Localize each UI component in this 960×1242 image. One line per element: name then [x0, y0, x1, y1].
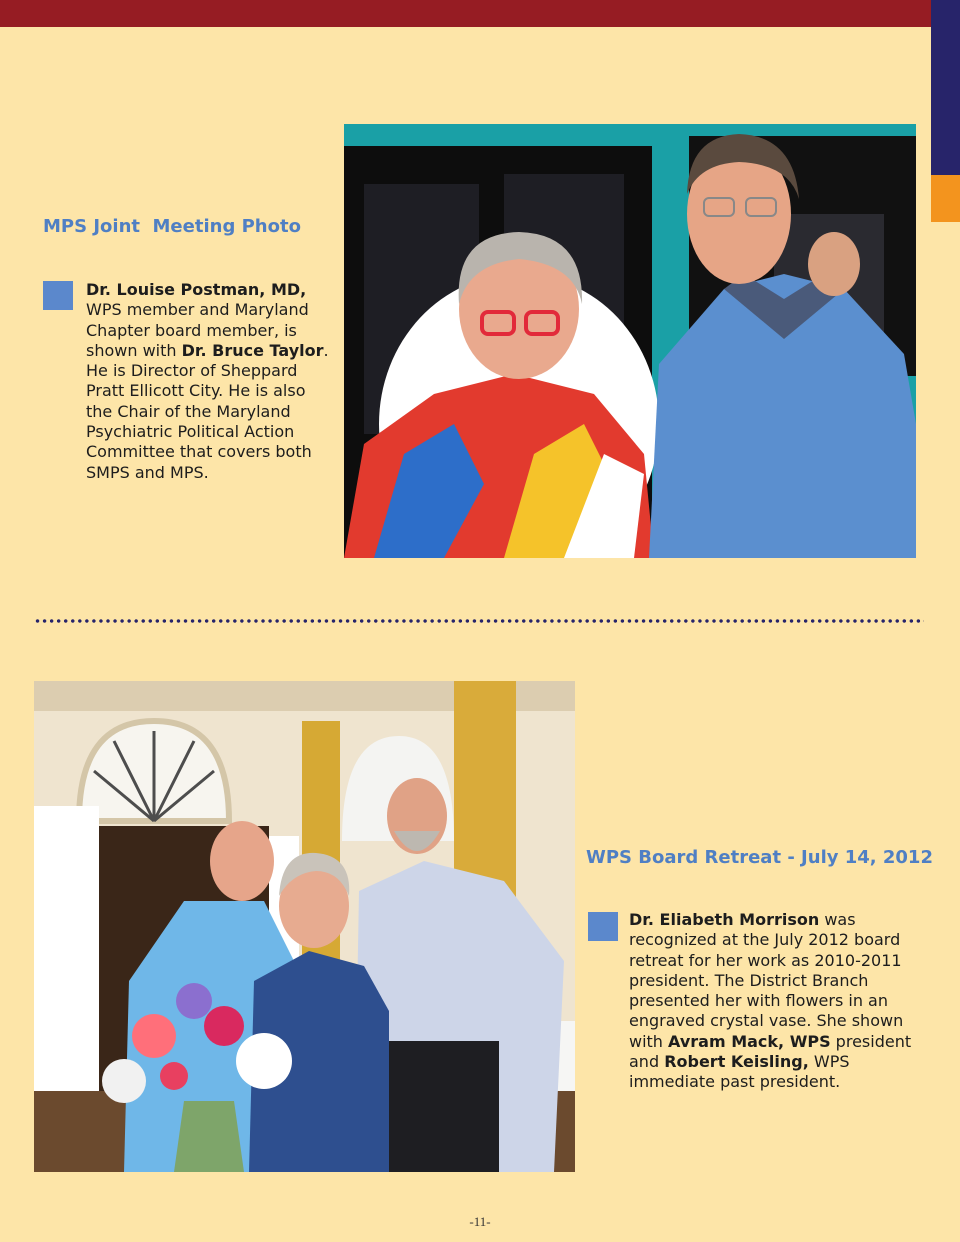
caption-text: . He is Director of Sheppard Pratt Ellicott City. He is also the Chair of the Maryland Psychiatric Political Action Committee that covers both SMPS and MPS.: [86, 340, 329, 482]
section1-bullet-icon: [43, 281, 73, 310]
section2-caption: [629, 910, 929, 1093]
dotted-divider: [34, 619, 924, 623]
caption-name-morrison: Dr. Eliabeth Morrison: [629, 910, 820, 929]
photo-mps-joint-meeting: [344, 124, 916, 558]
side-navy-tab: [931, 0, 960, 175]
caption-text: WPS immediate past president.: [629, 1052, 850, 1092]
caption-name-louise: Dr. Louise Postman, MD,: [86, 280, 307, 299]
photo-wps-board-retreat: [34, 681, 575, 1172]
side-orange-tab: [931, 175, 960, 222]
caption-text: was recognized at the July 2012 board retreat for her work as 2010-2011 president. The District Branch presented her with flowers in an engraved crystal vase. She shown with: [629, 910, 904, 1051]
caption-name-bruce: Dr. Bruce Taylor: [181, 340, 324, 360]
caption-text: WPS member and Maryland Chapter board member, is shown with: [86, 300, 309, 360]
caption-text: president and: [629, 1031, 912, 1072]
section2-heading: WPS Board Retreat - July 14, 2012: [586, 847, 933, 868]
section2-bullet-icon: [588, 912, 618, 941]
section1-heading: MPS Joint Meeting Photo: [43, 216, 301, 237]
caption-name-mack: Avram Mack, WPS: [668, 1031, 831, 1051]
page-number: -11-: [469, 1214, 491, 1229]
caption-name-keisling: Robert Keisling,: [664, 1052, 809, 1072]
section1-caption: [86, 280, 336, 483]
top-color-bar: [0, 0, 931, 27]
